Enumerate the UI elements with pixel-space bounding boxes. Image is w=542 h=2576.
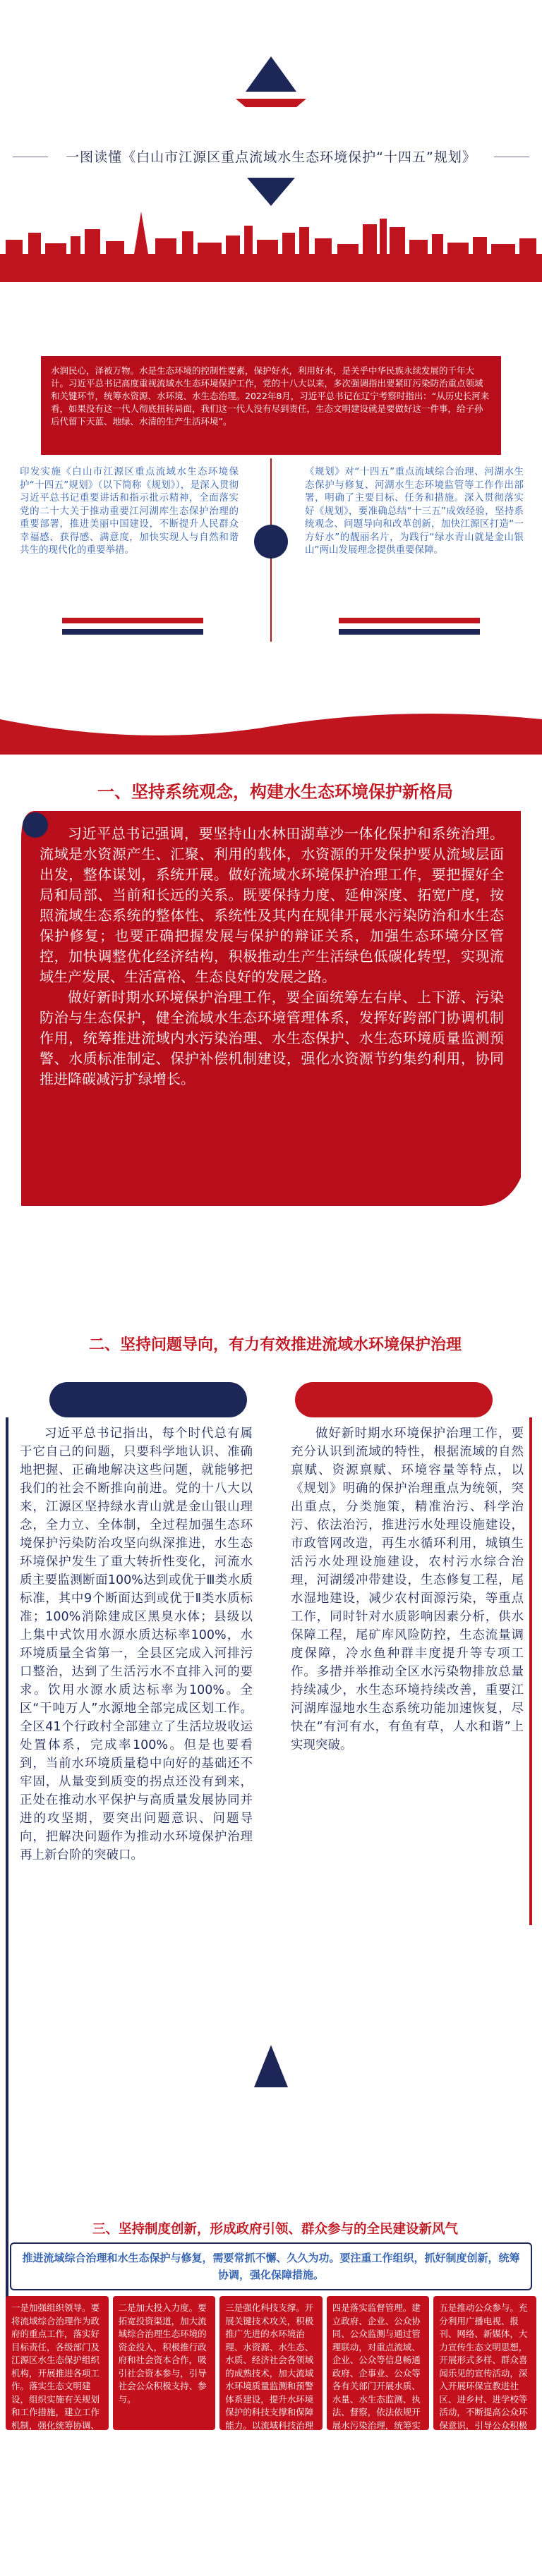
section3-banner: 推进流域综合治理和水生态保护与修复，需要常抓不懈、久久为功。要注重工作组织，抓好制度创新，统筹协调，强化保障措施。 bbox=[10, 2242, 532, 2290]
intro-box bbox=[41, 356, 501, 455]
skyline-icon bbox=[0, 212, 542, 282]
wave-banner bbox=[0, 705, 542, 755]
card-3: 三是强化科技支撑。开展关键技术攻关，积极推广先进的水环境治理、水资源、水生态、水质、经济社会各领域的成熟技术，加大流域水环境质量监测和预警体系建设，提升水环境保护的科技支撑和保障能力。以流域科技治理人才培养、治理体系建设为抓手，推进流域水生态环境管理措施与治理经验相结合，不断夯实流域治理的基本空间建设、提升流域治污的科学化、信息化和精细化水平。 bbox=[219, 2296, 323, 2430]
card-5: 五是推动公众参与。充分利用广播电视、报刊、网络、新媒体，大力宣传生态文明思想，开展形式多样、群众喜闻乐见的宣传活动，深入开展环保宣教进社区、进乡村、进学校等活动，不断提高公众环保意识，引导公众积极参与水环境保护工作，形成共同关心、支持和参与水环境保护的良好氛围。发挥社会组织和公众作用，推动形成“节约用水、人人有责”的行为准则和人水和谐的良好风尚。 bbox=[433, 2296, 536, 2430]
section2-left-text: 习近平总书记指出，每个时代总有属于它自己的问题，只要科学地认识、准确地把握、正确地解决这些问题，就能够把我们的社会不断推向前进。党的十八大以来，江源区坚持绿水青山就是金山银山理念，全力立、全体制，全过程加强生态环境保护污染防治攻坚向纵深推进，水生态环境保护发生了重大转折性变化，河流水质主要监测断面100%达到或优于Ⅲ类水质标准，其中9个断面达到或优于Ⅱ类水质标准；100%消除建成区黑臭水体；县级以上集中式饮用水源水质达标率100%，水环境质量全省第一，全县区完成入河排污口整治，达到了生活污水不直排入河的要求。饮用水源水质达标率为100%。全区“干吨万人”水源地全部完成区划工作。全区41个行政村全部建立了生活垃圾收运处置体系，完成率100%。但是也要看到，当前水环境质量稳中向好的基础还不牢固，从量变到质变的拐点还没有到来，正处在推动水平保护与高质量发展协同并进的攻坚期，要突出问题意识、问题导向，把解决问题作为推动水环境保护治理再上新台阶的突破口。 bbox=[20, 1427, 253, 1862]
right-bar bbox=[339, 618, 480, 623]
header-graphic bbox=[0, 0, 542, 282]
right-bar-2 bbox=[339, 629, 480, 635]
header bbox=[0, 0, 542, 282]
card-1: 一是加强组织领导。要将流域综合治理作为政府的重点工作，落实好目标责任，各级部门及江源区水生态保护组织机构，开展推进各项工作。落实生态文明建设，组织实施有关规划和工作措施，建立工作机制，强化统筹协调、形成部门协作，形成工作合力，务求工作实效。 bbox=[6, 2296, 109, 2430]
center-circle-icon bbox=[254, 525, 288, 558]
left-intro-text: 印发实施《白山市江源区重点流域水生态环境保护“十四五”规划》（以下简称《规划》），是深入贯彻习近平总书记重要讲话和指示批示精神，全面落实党的二十大关于推动重要江河湖库生态保护治理的重要部署，推进美丽中国建设，不断提升人民群众幸福感、获得感、满意度，加快实现人与自然和谐共生的现代化的重要举措。 bbox=[20, 466, 239, 556]
card-4: 四是落实监督管理。建立政府、企业、公众协同、公众监测与通过管理联动，对重点流域、企业、公众等信息畅通政府、企事业、公众等各有关部门开展水质、水量、水生态监测、执法、督察，依法依规开展水污染治理，统筹实施执法监管，加大落实执法督察，对新开发建设项目做好事前、事中、事后监管，建立事件调查，全面评估、责任追究、同时建立公开、问责、问效的工作体系，建立征信机制，充分听取公众意见建议，加强水体建设、信息公开。 bbox=[327, 2296, 430, 2430]
section1-body bbox=[40, 824, 504, 1089]
section2-triangle-icon bbox=[254, 2045, 288, 2087]
card-2: 二是加大投入力度。要拓宽投资渠道，加大流域综合治理生态环境的资金投入，积极推行政府和社会资本合作，吸引社会资本参与，引导社会公众积极支持、参与。 bbox=[113, 2296, 216, 2430]
left-bar-2 bbox=[62, 629, 203, 635]
section1-title: 一、坚持系统观念，构建水生态环境保护新格局 bbox=[97, 781, 453, 802]
section2-left-tab bbox=[49, 1382, 247, 1417]
down-triangle-icon bbox=[247, 178, 295, 206]
section2-title: 二、坚持问题导向，有力有效推进流域水环境保护治理 bbox=[88, 1336, 462, 1354]
section3-title: 三、坚持制度创新，形成政府引领、群众参与的全民建设新风气 bbox=[92, 2222, 458, 2237]
section2-right-tab bbox=[295, 1382, 493, 1417]
section2-right-text: 做好新时期水环境保护治理工作，要充分认识到流域的特性，根据流域的自然禀赋、资源禀赋、环境容量等特点，以《规划》明确的保护治理重点为统领，突出重点，分类施策，精准治污、科学治污、依法治污，推进污水处理设施建设，市政管网改造，再生水循环利用，城镇生活污水处理设施建设，农村污水综合治理，河湖缓冲带建设，生态修复工程，尾水湿地建设，减少农村面源污染，等重点工作，同时针对水质影响因素分析，供水保障工程，尾矿库风险防控，生态流量调度保障，冷水鱼种群丰度提升等专项工作。多措并举推动全区水污染物排放总量持续减少，水生态环境持续改善，重要江河湖库湿地水生态系统功能加速恢复，尽快在“有河有水，有鱼有草，人水和谐”上实现突破。 bbox=[291, 1427, 524, 1752]
page-title: 一图读懂《白山市江源区重点流域水生态环境保护“十四五”规划》 bbox=[66, 149, 476, 165]
left-bar bbox=[62, 618, 203, 623]
right-intro-text: 《规划》对“十四五”重点流域综合治理、河湖水生态保护与修复、河湖水生态环境监管等工作作出部署，明确了主要目标、任务和措施。深入贯彻落实好《规划》，要准确总结“十三五”成效经验，坚持系统观念、问题导向和改革创新，加快江源区打造“一方好水”的靓丽名片，为践行“绿水青山就是金山银山”两山发展理念提供重要保障。 bbox=[305, 466, 524, 556]
section1-paragraph-1: 习近平总书记强调，要坚持山水林田湖草沙一体化保护和系统治理。流域是水资源产生、汇聚、利用的载体，水资源的开发保护要从流域层面出发，整体谋划，系统开展。做好流域水环境保护治理工作，要把握好全局和局部、当前和长远的关系。既要保持力度、延伸深度、拓宽广度，按照流域生态系统的整体性、系统性及其内在规律开展水污染防治和水生态保护修复；也要正确把握发展与保护的辩证关系，加强生态环境分区管控，加快调整优化经济结构，积极推动生产生活绿色低碳化转型，实现流域生产发展、生活富裕、生态良好的发展之路。 bbox=[40, 825, 504, 985]
section1-paragraph-2: 做好新时期水环境保护治理工作，要全面统筹左右岸、上下游、污染防治与生态保护，健全流域水生态环境管理体系，发挥好跨部门协调机制作用，统筹推进流域内水污染治理、水生态保护、水生态环境质量监测预警、水质标准制定、保护补偿机制建设，强化水资源节约集约利用，协同推进降碳减污扩绿增长。 bbox=[40, 989, 504, 1087]
top-triangle-icon bbox=[246, 56, 296, 92]
intro-text: 水润民心，泽被万物。水是生态环境的控制性要素，保护好水，利用好水，是关乎中华民族永续发展的千年大计。习近平总书记高度重视流域水生态环境保护工作，党的十八大以来，多次强调指出要紧盯污染防治重点领域和关键环节，统筹水资源、水环境、水生态治理。2022年8月，习近平总书记在辽宁考察时指出：“从历史长河来看，如果没有这一代人彻底扭转局面，我们这一代人没有尽到责任，生态文明建设就是要做好这一件事，给子孙后代留下天蓝、地绿、水清的生产生活环境”。 bbox=[51, 365, 490, 427]
section3-cards bbox=[6, 2296, 536, 2574]
